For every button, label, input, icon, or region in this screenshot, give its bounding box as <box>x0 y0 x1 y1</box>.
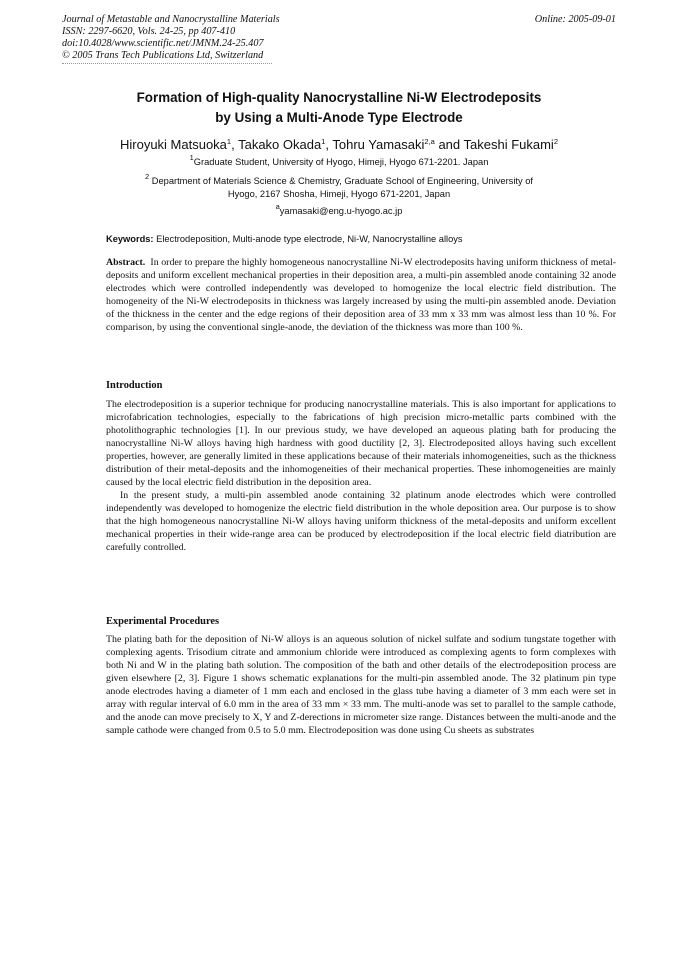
paragraph: The plating bath for the deposition of Ni-W alloys is an aqueous solution of nickel sulfate and sodium tungstate together with complexing agents. Trisodium citrate and ammonium chloride were introduced as complexing agents to form complexes with both Ni and W in the plating bath solution. The composition of the bath and other details of the electrodeposition process are given elsewhere [2, 3]. Figure 1 shows schematic explanations for the multi-pin assembled anode. The 32 platinum pin type anode electrodes having a diameter of 1 mm each and enclosed in the glass tube having a diameter of 3 mm each were set in array with regular interval of 6.0 mm in the area of 33 mm × 33 mm. The multi-anode was set to parallel to the sample cathode, and the anode can move precisely to X, Y and Z-derections in micrometer size range. Distances between the multi-anode and the sample cathode were changed from 0.5 to 5.0 mm. Electrodeposition was done using Cu sheets as substrates <box>106 634 616 736</box>
paragraph: In the present study, a multi-pin assembled anode containing 32 platinum anode electrodes which were controlled independently was developed to homogenize the electric field distribution in the whole deposition area. Our purpose is to show that the high homogeneous nanocrystalline Ni-W alloys having uniform thickness of the metal-deposits and uniform excellent mechanical properties in their wide-range area can be produced by electrodeposition if the local electric field diatribution are carefully controlled. <box>106 490 616 553</box>
title-line-1: Formation of High-quality Nanocrystalline Ni-W Electrodeposits <box>136 90 542 105</box>
journal-issn: ISSN: 2297-6620, Vols. 24-25, pp 407-410 <box>62 26 236 37</box>
affiliation-mark: 2 <box>145 172 150 181</box>
author-affiliation-mark: 2 <box>553 137 558 146</box>
author-name: Takako Okada <box>238 137 322 152</box>
journal-header <box>62 14 616 62</box>
online-date: Online: 2005-09-01 <box>534 14 616 25</box>
abstract <box>106 256 616 334</box>
author-affiliation-mark: 2,a <box>424 137 435 146</box>
journal-doi[interactable]: doi:10.4028/www.scientific.net/JMNM.24-25.407 <box>62 38 264 49</box>
abstract-label: Abstract. <box>106 257 146 268</box>
email-address[interactable]: yamasaki@eng.u-hyogo.ac.jp <box>279 206 403 216</box>
title-line-2: by Using a Multi-Anode Type Electrode <box>215 110 463 125</box>
affiliation-text: Hyogo, 2167 Shosha, Himeji, Hyogo 671-2201, Japan <box>227 189 451 199</box>
affiliation-text: Graduate Student, University of Hyogo, Himeji, Hyogo 671-2201. Japan <box>193 157 489 167</box>
author-affiliation-mark: 1 <box>226 137 232 146</box>
header-divider <box>62 63 272 64</box>
affiliation-2 <box>62 172 616 201</box>
abstract-text: In order to prepare the highly homogeneous nanocrystalline Ni-W electrodeposits having uniform thickness of metal-deposits and uniform excellent mechanical properties in their deposition area, a multi-pin assembled anode containing 32 anode electrodes which were controlled independently was developed to homogenize the local electric field distribution. The homogeneity of the Ni-W electrodeposits in thickness was largely increased by using the multi-pin assembled anode. Deviation of the thickness in the center and the edge regions of their deposition area of 33 mm x 33 mm was almost less than 10 %. For comparison, by using the conventional single-anode, the deviation of the thickness was more than 100 %. <box>106 257 617 333</box>
affiliation-text: Department of Materials Science & Chemistry, Graduate School of Engineering, University of <box>151 176 533 186</box>
introduction-body <box>106 398 616 554</box>
affiliation-1 <box>62 153 616 169</box>
corresponding-email <box>62 202 616 218</box>
keywords <box>106 233 616 245</box>
author-name: Takeshi Fukami <box>463 137 554 152</box>
journal-name: Journal of Metastable and Nanocrystalline Materials <box>62 14 280 25</box>
paragraph: The electrodeposition is a superior technique for producing nanocrystalline materials. This is also important for applications to microfabrication technologies, especially to the fabrications of high precision micro-metallic parts combined with the photolithographic technologies [1]. In our previous study, we have developed an aqueous plating bath for producing the nanocrystalline Ni-W alloys having high hardness with good ductility [2, 3]. Electrodeposited alloys having such excellent properties, however, are generally limited in these applications because of their materials inhomogeneities, such as the thickness distribution of their metal-deposits and the inhomogeneities of their mechanical properties. These inhomogeneities are mainly caused by the local electric field distribution in the deposition area. <box>106 399 616 488</box>
introduction-heading: Introduction <box>106 380 163 391</box>
author-affiliation-mark: 1 <box>321 137 326 146</box>
author-list: Hiroyuki Matsuoka$^1$, Takako Okada$^1$, Tohru Yamasaki$^{2,a}$ and Takeshi Fukami$^2$ <box>119 137 558 152</box>
experimental-heading: Experimental Procedures <box>106 616 220 627</box>
keywords-text: Electrodeposition, Multi-anode type electrode, Ni-W, Nanocrystalline alloys <box>156 234 463 244</box>
author-name: Hiroyuki Matsuoka <box>119 137 227 152</box>
email-mark: a <box>275 202 280 211</box>
journal-copyright: © 2005 Trans Tech Publications Ltd, Switzerland <box>62 50 264 61</box>
affiliation-mark: 1 <box>189 153 194 162</box>
author-name: Tohru Yamasaki <box>332 137 425 152</box>
keywords-label: Keywords: <box>106 234 154 244</box>
paper-title <box>62 88 616 128</box>
experimental-body <box>106 633 616 737</box>
journal-info <box>62 14 616 62</box>
